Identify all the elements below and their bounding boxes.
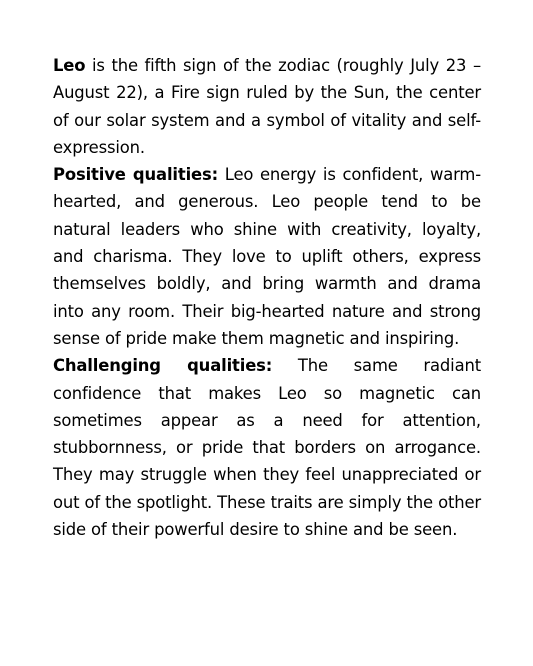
intro-paragraph xyxy=(53,52,481,161)
positive-qualities-heading: Positive qualities: xyxy=(53,165,219,185)
positive-qualities-text: Leo energy is confident, warm-hearted, and generous. Leo people tend to be natural leaders who shine with creativity, loyalty, and charisma. They love to uplift others, express themselves boldly, and bring warmth and drama into any room. Their big-hearted nature and strong sense of pride make them magnetic and inspiring. xyxy=(53,165,481,348)
document-body xyxy=(53,52,481,543)
challenging-qualities-paragraph xyxy=(53,352,481,543)
positive-qualities-paragraph xyxy=(53,161,481,352)
intro-lead: Leo xyxy=(53,56,86,75)
intro-text: is the fifth sign of the zodiac (roughly July 23 – August 22), a Fire sign ruled by the Sun, the center of our solar system and a symbol of vitality and self-expression. xyxy=(53,56,481,157)
challenging-qualities-text: The same radiant confidence that makes Leo so magnetic can sometimes appear as a need for attention, stubbornness, or pride that borders on arrogance. They may struggle when they feel unappreciated or out of the spotlight. These traits are simply the other side of their powerful desire to shine and be seen. xyxy=(53,356,481,540)
challenging-qualities-heading: Challenging qualities: xyxy=(53,356,273,376)
